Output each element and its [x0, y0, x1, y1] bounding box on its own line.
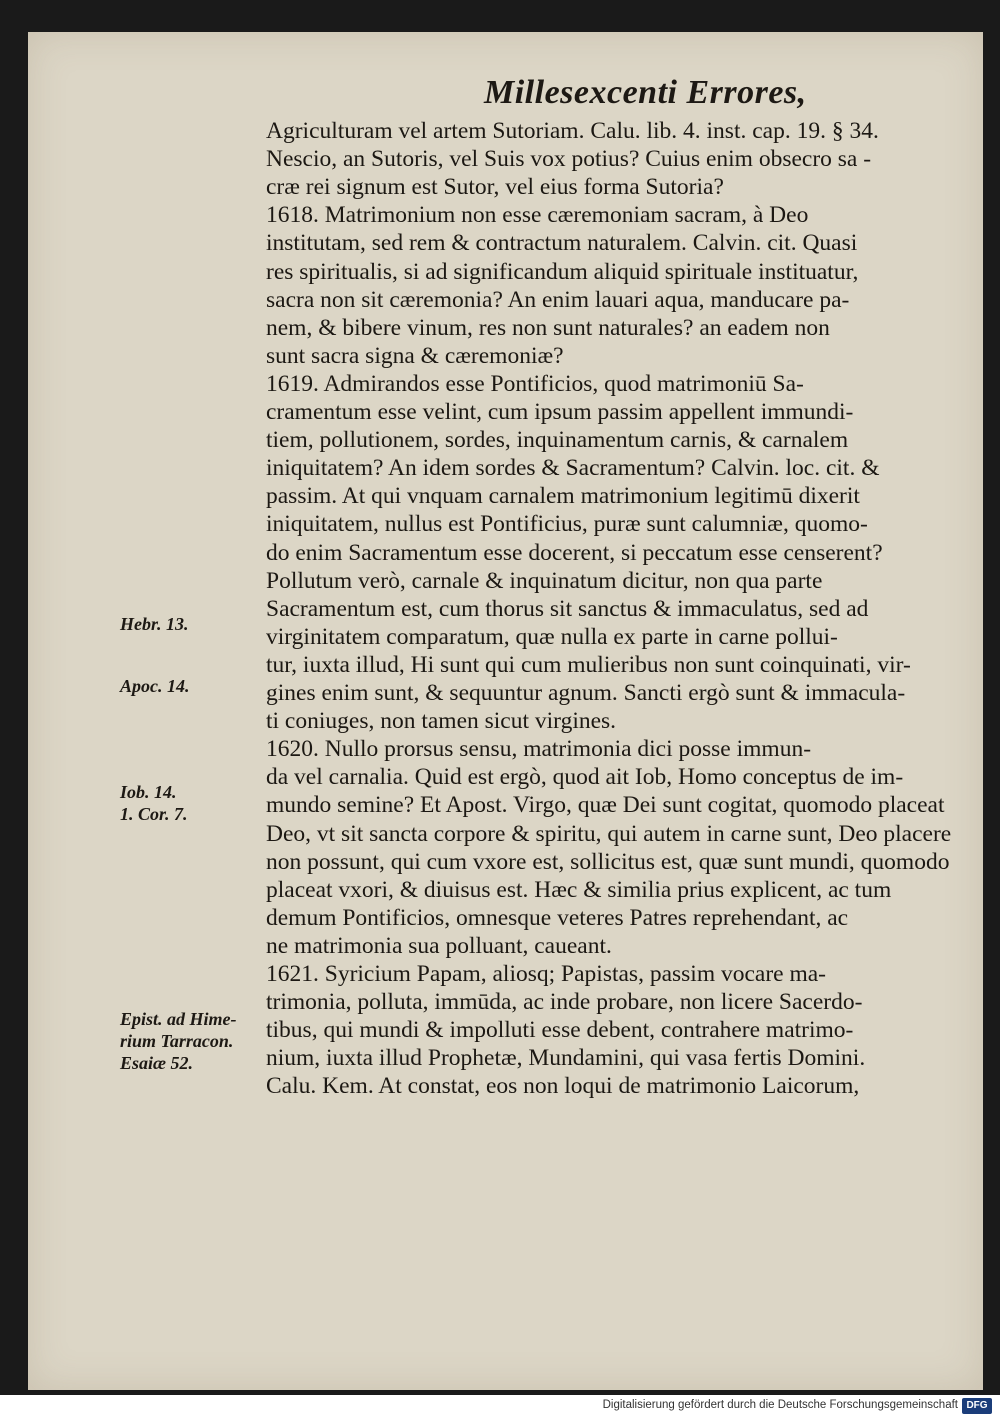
text-line: gines enim sunt, & sequuntur agnum. Sancti ergò sunt & immacula-	[266, 680, 906, 706]
text-line: placeat vxori, & diuisus est. Hæc & similia prius explicent, ac tum	[266, 876, 892, 903]
footer-bar	[0, 1395, 1000, 1418]
footer-credit: Digitalisierung gefördert durch die Deutsche Forschungsgemeinschaft	[602, 1399, 958, 1411]
text-line: sunt sacra signa & cæremoniæ?	[266, 342, 564, 369]
dfg-logo: DFG	[962, 1398, 992, 1414]
text-line: Pollutum verò, carnale & inquinatum dicitur, non qua parte	[266, 567, 823, 594]
text-line: mundo semine? Et Apost. Virgo, quæ Dei sunt cogitat, quomodo placeat	[266, 792, 945, 819]
text-line: demum Pontificios, omnesque veteres Patres reprehendant, ac	[266, 904, 849, 931]
margin-note-apoc: Apoc. 14.	[120, 676, 190, 696]
text-line: trimonia, polluta, immūda, ac inde probare, non licere Sacerdo-	[266, 989, 863, 1016]
margin-note-esaiae: Esaiæ 52.	[120, 1053, 194, 1073]
text-line: Calu. Kem. At constat, eos non loqui de matrimonio Laicorum,	[266, 1073, 860, 1100]
margin-note-rium: rium Tarracon.	[120, 1031, 234, 1051]
text-line: cramentum esse velint, cum ipsum passim appellent immundi-	[266, 399, 854, 425]
text-line: institutam, sed rem & contractum naturalem. Calvin. cit. Quasi	[266, 230, 858, 257]
running-head: Millesexcenti Errores,	[484, 74, 807, 111]
text-line: do enim Sacramentum esse docerent, si peccatum esse censerent?	[266, 539, 883, 566]
text-line: 1618. Matrimonium non esse cæremoniam sacram, à Deo	[266, 202, 809, 229]
text-line: Sacramentum est, cum thorus sit sanctus & immaculatus, sed ad	[266, 595, 869, 622]
text-line: iniquitatem, nullus est Pontificius, puræ sunt calumniæ, quomo-	[266, 511, 868, 538]
text-line: non possunt, qui cum vxore est, sollicitus est, quæ sunt mundi, quomodo	[266, 848, 950, 875]
text-line: 1619. Admirandos esse Pontificios, quod matrimoniū Sa-	[266, 370, 804, 397]
text-line: tibus, qui mundi & impolluti esse debent, contrahere matrimo-	[266, 1017, 854, 1044]
text-line: Deo, vt sit sancta corpore & spiritu, qui autem in carne sunt, Deo placere	[266, 820, 952, 847]
text-line: iniquitatem? An idem sordes & Sacramentum? Calvin. loc. cit. &	[266, 455, 880, 482]
margin-note-hebr: Hebr. 13.	[120, 614, 189, 634]
book-page	[28, 32, 983, 1390]
text-line: nium, iuxta illud Prophetæ, Mundamini, qui vasa fertis Domini.	[266, 1045, 866, 1072]
text-line: passim. At qui vnquam carnalem matrimonium legitimū dixerit	[266, 483, 860, 510]
text-line: tur, iuxta illud, Hi sunt qui cum mulieribus non sunt coinquinati, vir-	[266, 651, 911, 678]
text-line: da vel carnalia. Quid est ergò, quod ait Iob, Homo conceptus de im-	[266, 764, 904, 791]
text-line: cræ rei signum est Sutor, vel eius forma Sutoria?	[266, 174, 724, 201]
text-line: 1621. Syricium Papam, aliosq; Papistas, passim vocare ma-	[266, 961, 826, 987]
margin-note-iob: Iob. 14.	[120, 782, 177, 802]
text-line: nem, & bibere vinum, res non sunt naturales? an eadem non	[266, 314, 830, 341]
text-line: sacra non sit cæremonia? An enim lauari aqua, manducare pa-	[266, 286, 850, 313]
text-line: ne matrimonia sua polluant, caueant.	[266, 932, 612, 959]
text-line: Agriculturam vel artem Sutoriam. Calu. lib. 4. inst. cap. 19. § 34.	[266, 118, 879, 144]
text-line: Nescio, an Sutoris, vel Suis vox potius? Cuius enim obsecro sa -	[266, 146, 872, 173]
text-line: 1620. Nullo prorsus sensu, matrimonia dici posse immun-	[266, 736, 812, 763]
text-line: tiem, pollutionem, sordes, inquinamentum carnis, & carnalem	[266, 427, 849, 454]
text-line: res spiritualis, si ad significandum aliquid spirituale instituatur,	[266, 258, 859, 285]
margin-note-cor: 1. Cor. 7.	[120, 804, 188, 824]
text-line: virginitatem comparatum, quæ nulla ex parte in carne pollui-	[266, 623, 838, 650]
text-line: ti coniuges, non tamen sicut virgines.	[266, 708, 617, 735]
margin-note-epist: Epist. ad Hime-	[120, 1009, 237, 1029]
